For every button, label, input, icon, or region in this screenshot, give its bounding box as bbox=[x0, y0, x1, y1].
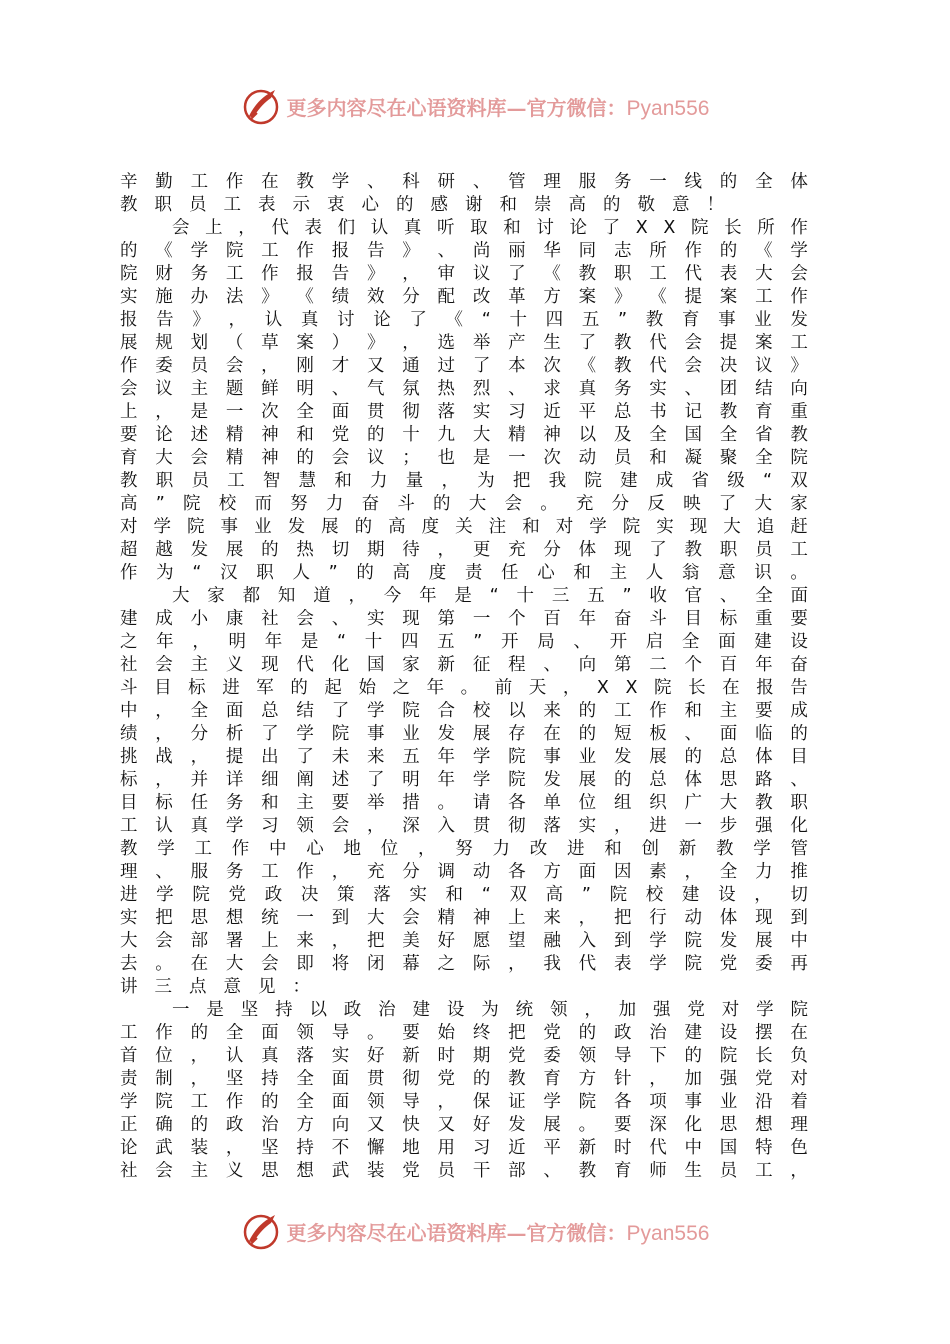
text-line-content: 正 确 的 政 治 方 向 又 快 又 好 发 展 。 要 深 化 思 想 理 bbox=[120, 1115, 808, 1135]
text-line-content: 教 学 工 作 中 心 地 位 ， 努 力 改 进 和 创 新 教 学 管 bbox=[120, 839, 808, 859]
watermark-text: 更多内容尽在心语资料库—官方微信：Pyan556 bbox=[286, 1220, 710, 1245]
text-line bbox=[120, 401, 808, 424]
text-line bbox=[120, 516, 808, 539]
text-line-content: 大 会 部 署 上 来 ， 把 美 好 愿 望 融 入 到 学 院 发 展 中 bbox=[120, 931, 808, 951]
pen-circle-logo-icon bbox=[241, 86, 281, 126]
text-line bbox=[120, 838, 808, 861]
text-line-content: 高 ” 院 校 而 努 力 奋 斗 的 大 会 。 充 分 反 映 了 大 家 bbox=[120, 494, 808, 514]
text-line-content: 讲三点意见： bbox=[120, 977, 327, 997]
text-line bbox=[120, 585, 808, 608]
document-body bbox=[120, 171, 808, 1183]
text-line-content: 首 位 ， 认 真 落 实 好 新 时 期 党 委 领 导 下 的 院 长 负 bbox=[120, 1046, 808, 1066]
text-line bbox=[120, 1045, 808, 1068]
wechat-id: Pyan556 bbox=[626, 1221, 710, 1245]
text-line-content: 的 《 学 院 工 作 报 告 》 、 尚 丽 华 同 志 所 作 的 《 学 bbox=[120, 241, 808, 261]
text-line-content: 进 学 院 党 政 决 策 落 实 和 “ 双 高 ” 院 校 建 设 ， 切 bbox=[120, 885, 808, 905]
text-line-content: 中 ， 全 面 总 结 了 学 院 合 校 以 来 的 工 作 和 主 要 成 bbox=[120, 701, 808, 721]
text-line bbox=[120, 217, 808, 240]
text-line-content: 建 成 小 康 社 会 、 实 现 第 一 个 百 年 奋 斗 目 标 重 要 bbox=[120, 609, 808, 629]
text-line-content: 工 作 的 全 面 领 导 。 要 始 终 把 党 的 政 治 建 设 摆 在 bbox=[120, 1023, 808, 1043]
text-line bbox=[120, 723, 808, 746]
text-line bbox=[120, 447, 808, 470]
text-line-content: 展 规 划 （ 草 案 ） 》 ， 选 举 产 生 了 教 代 会 提 案 工 bbox=[120, 333, 808, 353]
text-line-content: 目 标 任 务 和 主 要 举 措 。 请 各 单 位 组 织 广 大 教 职 bbox=[120, 793, 808, 813]
text-line-content: 之 年 ， 明 年 是 “ 十 四 五 ” 开 局 、 开 启 全 面 建 设 bbox=[120, 632, 808, 652]
text-line bbox=[120, 792, 808, 815]
text-line-content: 社 会 主 义 思 想 武 装 党 员 干 部 、 教 育 师 生 员 工 ， bbox=[120, 1161, 808, 1181]
text-line-content: 实 把 思 想 统 一 到 大 会 精 神 上 来 ， 把 行 动 体 现 到 bbox=[120, 908, 808, 928]
text-line-content: 会 上 ， 代 表 们 认 真 听 取 和 讨 论 了 X X 院 长 所 作 bbox=[172, 218, 808, 238]
text-line-content: 工 认 真 学 习 领 会 ， 深 入 贯 彻 落 实 ， 进 一 步 强 化 bbox=[120, 816, 808, 836]
text-line bbox=[120, 999, 808, 1022]
text-line bbox=[120, 769, 808, 792]
text-line bbox=[120, 240, 808, 263]
text-line-content: 教 职 员 工 智 慧 和 力 量 ， 为 把 我 院 建 成 省 级 “ 双 bbox=[120, 471, 808, 491]
text-line bbox=[120, 493, 808, 516]
text-line-content: 学 院 工 作 的 全 面 领 导 ， 保 证 学 院 各 项 事 业 沿 着 bbox=[120, 1092, 808, 1112]
text-line bbox=[120, 470, 808, 493]
text-line bbox=[120, 631, 808, 654]
text-line bbox=[120, 1068, 808, 1091]
text-line bbox=[120, 1160, 808, 1183]
text-line bbox=[120, 1137, 808, 1160]
text-line-content: 实 施 办 法 》 《 绩 效 分 配 改 革 方 案 》 《 提 案 工 作 bbox=[120, 287, 808, 307]
text-line-content: 挑 战 ， 提 出 了 未 来 五 年 学 院 事 业 发 展 的 总 体 目 bbox=[120, 747, 808, 767]
text-line bbox=[120, 355, 808, 378]
text-line-content: 理 、 服 务 工 作 ， 充 分 调 动 各 方 面 因 素 ， 全 力 推 bbox=[120, 862, 808, 882]
text-line bbox=[120, 700, 808, 723]
text-line bbox=[120, 815, 808, 838]
pen-circle-logo-icon bbox=[241, 1211, 281, 1251]
text-line bbox=[120, 677, 808, 700]
text-line-content: 绩 ， 分 析 了 学 院 事 业 发 展 存 在 的 短 板 、 面 临 的 bbox=[120, 724, 808, 744]
text-line bbox=[120, 539, 808, 562]
text-line bbox=[120, 746, 808, 769]
text-line-content: 作 委 员 会 ， 刚 才 又 通 过 了 本 次 《 教 代 会 决 议 》 bbox=[120, 356, 808, 376]
text-line-content: 会 议 主 题 鲜 明 、 气 氛 热 烈 、 求 真 务 实 、 团 结 向 bbox=[120, 379, 808, 399]
text-line bbox=[120, 194, 808, 217]
text-line-content: 育 大 会 精 神 的 会 议 ； 也 是 一 次 动 员 和 凝 聚 全 院 bbox=[120, 448, 808, 468]
text-line bbox=[120, 608, 808, 631]
text-line-content: 标 ， 并 详 细 阐 述 了 明 年 学 院 发 展 的 总 体 思 路 、 bbox=[120, 770, 808, 790]
text-line bbox=[120, 286, 808, 309]
text-line-content: 责 制 ， 坚 持 全 面 贯 彻 党 的 教 育 方 针 ， 加 强 党 对 bbox=[120, 1069, 808, 1089]
text-line-content: 上 ， 是 一 次 全 面 贯 彻 落 实 习 近 平 总 书 记 教 育 重 bbox=[120, 402, 808, 422]
text-line-content: 要 论 述 精 神 和 党 的 十 九 大 精 神 以 及 全 国 全 省 教 bbox=[120, 425, 808, 445]
text-line bbox=[120, 1114, 808, 1137]
text-line bbox=[120, 171, 808, 194]
text-line bbox=[120, 930, 808, 953]
text-line-content: 院 财 务 工 作 报 告 》 ， 审 议 了 《 教 职 工 代 表 大 会 bbox=[120, 264, 808, 284]
text-line-content: 对 学 院 事 业 发 展 的 高 度 关 注 和 对 学 院 实 现 大 追 赶 bbox=[120, 517, 808, 537]
wechat-id: Pyan556 bbox=[626, 96, 710, 120]
text-line bbox=[120, 263, 808, 286]
text-line-content: 作 为 “ 汉 职 人 ” 的 高 度 责 任 心 和 主 人 翁 意 识 。 bbox=[120, 563, 808, 583]
text-line bbox=[120, 332, 808, 355]
text-line bbox=[120, 1091, 808, 1114]
text-line bbox=[120, 562, 808, 585]
text-line bbox=[120, 1022, 808, 1045]
text-line bbox=[120, 654, 808, 677]
text-line bbox=[120, 309, 808, 332]
text-line bbox=[120, 424, 808, 447]
text-line-content: 社 会 主 义 现 代 化 国 家 新 征 程 、 向 第 二 个 百 年 奋 bbox=[120, 655, 808, 675]
text-line-content: 一 是 坚 持 以 政 治 建 设 为 统 领 ， 加 强 党 对 学 院 bbox=[172, 1000, 808, 1020]
text-line bbox=[120, 976, 808, 999]
watermark-banner-bottom bbox=[0, 1209, 950, 1253]
text-line bbox=[120, 861, 808, 884]
text-line-content: 斗 目 标 进 军 的 起 始 之 年 。 前 天 ， X X 院 长 在 报 告 bbox=[120, 678, 808, 698]
text-line-content: 去 。 在 大 会 即 将 闭 幕 之 际 ， 我 代 表 学 院 党 委 再 bbox=[120, 954, 808, 974]
text-line-content: 大 家 都 知 道 ， 今 年 是 “ 十 三 五 ” 收 官 、 全 面 bbox=[172, 586, 808, 606]
text-line bbox=[120, 907, 808, 930]
text-line-content: 辛 勤 工 作 在 教 学 、 科 研 、 管 理 服 务 一 线 的 全 体 bbox=[120, 172, 808, 192]
text-line-content: 报 告 》 ， 认 真 讨 论 了 《 “ 十 四 五 ” 教 育 事 业 发 bbox=[120, 310, 808, 330]
watermark-text: 更多内容尽在心语资料库—官方微信：Pyan556 bbox=[286, 95, 710, 120]
watermark-banner-top bbox=[0, 84, 950, 128]
text-line-content: 论 武 装 ， 坚 持 不 懈 地 用 习 近 平 新 时 代 中 国 特 色 bbox=[120, 1138, 808, 1158]
text-line bbox=[120, 884, 808, 907]
text-line bbox=[120, 378, 808, 401]
text-line-content: 超 越 发 展 的 热 切 期 待 ， 更 充 分 体 现 了 教 职 员 工 bbox=[120, 540, 808, 560]
text-line bbox=[120, 953, 808, 976]
text-line-content: 教职员工表示衷心的感谢和崇高的敬意！ bbox=[120, 195, 741, 215]
